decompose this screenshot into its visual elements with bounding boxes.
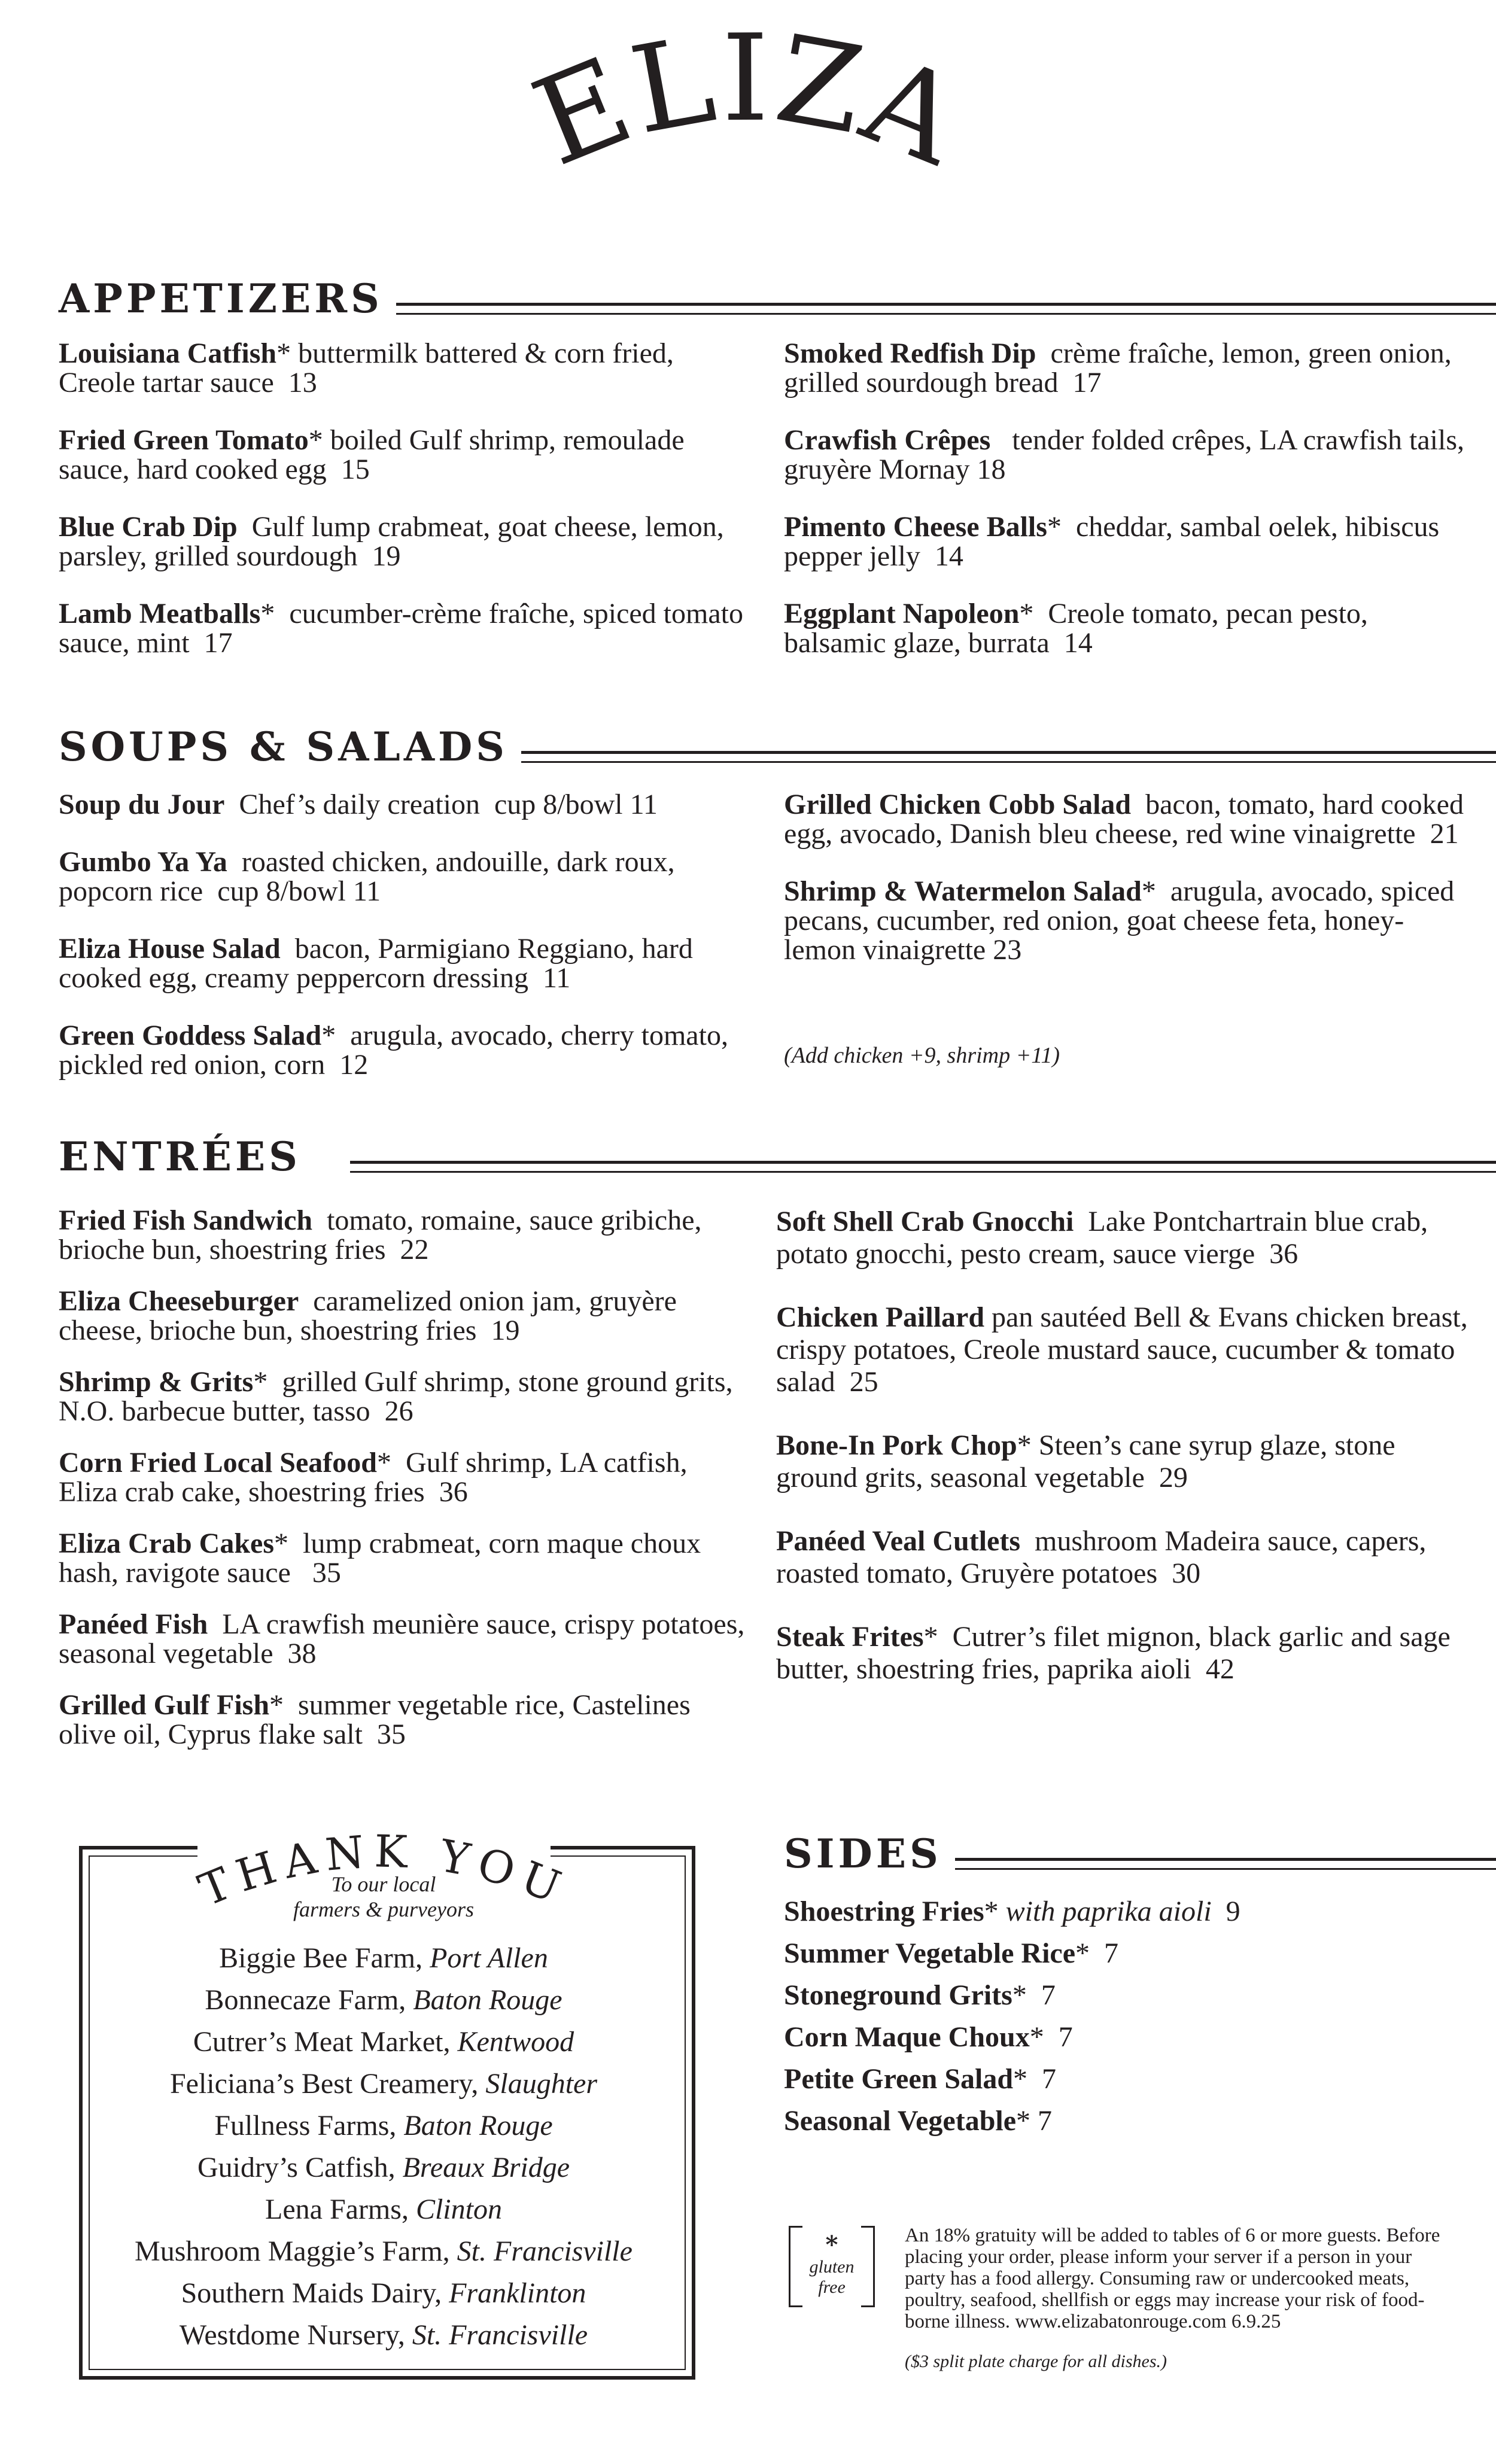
side-name: Shoestring Fries <box>784 1896 984 1927</box>
menu-item-description: arugula, avocado, spiced pecans, cucumber, red onion, goat cheese feta, honey-lemon vinaigrette 23 <box>784 875 1462 966</box>
purveyor-location: Franklinton <box>449 2277 586 2309</box>
menu-item-description: pan sautéed Bell & Evans chicken breast, crispy potatoes, Creole mustard sauce, cucumber & tomato salad 25 <box>776 1301 1475 1398</box>
gluten-free-label: gluten free <box>809 2257 855 2297</box>
menu-item-name: Green Goddess Salad <box>59 1020 322 1051</box>
side-item <box>784 1891 1472 1933</box>
gluten-free-mark: * <box>269 1689 284 1721</box>
gluten-free-mark: * <box>253 1366 268 1398</box>
purveyor-location: Breaux Bridge <box>402 2152 570 2183</box>
sides-header <box>784 1830 1496 1877</box>
soups-header <box>59 723 1496 770</box>
side-name: Petite Green Salad <box>784 2063 1014 2095</box>
gluten-free-mark: * <box>1016 2105 1031 2137</box>
menu-item-name: Crawfish Crêpes <box>784 424 991 456</box>
purveyor-item <box>79 1937 688 1979</box>
appetizers-header <box>59 275 1496 322</box>
menu-item-name: Shrimp & Grits <box>59 1366 254 1398</box>
menu-item <box>784 877 1472 965</box>
purveyor-location: Baton Rouge <box>413 1984 562 2016</box>
thank-you-subtitle-2: farmers & purveyors <box>293 1897 474 1921</box>
menu-item-description: roasted chicken, andouille, dark roux, popcorn rice cup 8/bowl 11 <box>59 846 682 907</box>
menu-item-name: Eggplant Napoleon <box>784 598 1020 629</box>
menu-item-name: Grilled Gulf Fish <box>59 1689 270 1721</box>
menu-item <box>59 512 753 571</box>
menu-item-description: buttermilk battered & corn fried, Creole tartar sauce 13 <box>59 337 681 399</box>
purveyor-name: Cutrer’s Meat Market, <box>193 2026 458 2058</box>
menu-item-description: Gulf shrimp, LA catfish, Eliza crab cake, shoestring fries 36 <box>59 1447 695 1508</box>
sides-rule <box>955 1858 1496 1870</box>
purveyor-list <box>79 1937 688 2356</box>
soups-right-column <box>784 790 1472 993</box>
side-extra: with paprika aioli <box>998 1896 1212 1927</box>
menu-item-name: Steak Frites <box>776 1621 924 1653</box>
menu-item-name: Bone-In Pork Chop <box>776 1429 1017 1461</box>
soups-add-note: (Add chicken +9, shrimp +11) <box>784 1043 1060 1068</box>
purveyor-name: Southern Maids Dairy, <box>181 2277 449 2309</box>
menu-item-description: lump crabmeat, corn maque choux hash, ravigote sauce 35 <box>59 1528 709 1589</box>
menu-item <box>59 934 753 993</box>
thank-you-title-text: THANK YOU <box>191 1826 576 1917</box>
menu-item <box>59 790 753 819</box>
side-item <box>784 1975 1472 2016</box>
gluten-free-mark: * <box>984 1896 999 1927</box>
menu-item-name: Soft Shell Crab Gnocchi <box>776 1206 1074 1237</box>
menu-item-description: caramelized onion jam, gruyère cheese, brioche bun, shoestring fries 19 <box>59 1285 684 1346</box>
menu-item <box>776 1301 1475 1398</box>
purveyor-location: Clinton <box>415 2194 502 2225</box>
menu-item-description: Chef’s daily creation cup 8/bowl 11 <box>224 789 658 820</box>
side-name: Corn Maque Choux <box>784 2021 1030 2053</box>
menu-item-name: Eliza Cheeseburger <box>59 1285 299 1317</box>
side-name: Stoneground Grits <box>784 1979 1012 2011</box>
menu-item <box>784 599 1472 658</box>
menu-item-description: summer vegetable rice, Castelines olive oil, Cyprus flake salt 35 <box>59 1689 698 1750</box>
soups-title: SOUPS & SALADS <box>59 723 508 770</box>
menu-item <box>784 512 1472 571</box>
side-item <box>784 2016 1472 2058</box>
menu-item <box>59 1206 753 1264</box>
menu-item <box>59 1286 753 1345</box>
purveyor-item <box>79 2147 688 2189</box>
gluten-free-mark: * <box>274 1528 288 1559</box>
purveyor-location: Slaughter <box>485 2068 598 2100</box>
sides-title: SIDES <box>784 1830 942 1877</box>
purveyor-name: Feliciana’s Best Creamery, <box>169 2068 486 2100</box>
appetizers-right-column <box>784 339 1472 686</box>
menu-item-description: Lake Pontchartrain blue crab, potato gnocchi, pesto cream, sauce vierge 36 <box>776 1206 1436 1270</box>
soups-rule <box>521 751 1496 763</box>
appetizers-rule <box>396 303 1496 315</box>
menu-item <box>784 790 1472 848</box>
menu-item <box>776 1621 1470 1686</box>
entrees-rule <box>350 1161 1496 1173</box>
menu-item <box>59 1367 753 1426</box>
menu-item-name: Smoked Redfish Dip <box>784 337 1036 369</box>
side-name: Summer Vegetable Rice <box>784 1937 1076 1969</box>
entrees-left-column <box>59 1206 753 1771</box>
entrees-header <box>59 1133 1496 1180</box>
gluten-free-mark: * <box>308 424 323 456</box>
menu-item <box>59 847 753 906</box>
side-price: 7 <box>1030 2105 1053 2137</box>
side-price: 7 <box>1044 2021 1073 2053</box>
thank-you-subtitle-1: To our local <box>331 1872 436 1896</box>
menu-item <box>59 1529 753 1587</box>
menu-item <box>776 1429 1470 1494</box>
purveyor-name: Biggie Bee Farm, <box>219 1942 430 1974</box>
menu-item-name: Eliza Crab Cakes <box>59 1528 274 1559</box>
appetizers-left-column <box>59 339 753 686</box>
menu-item-description: LA crawfish meunière sauce, crispy potatoes, seasonal vegetable 38 <box>59 1608 752 1669</box>
purveyor-name: Lena Farms, <box>265 2194 416 2225</box>
menu-item-description: crème fraîche, lemon, green onion, grilled sourdough bread 17 <box>784 337 1459 399</box>
menu-item-description: boiled Gulf shrimp, remoulade sauce, hard cooked egg 15 <box>59 424 692 485</box>
purveyor-location: Kentwood <box>457 2026 574 2058</box>
side-name: Seasonal Vegetable <box>784 2105 1017 2137</box>
entrees-title: ENTRÉES <box>59 1133 301 1180</box>
purveyor-name: Guidry’s Catfish, <box>197 2152 403 2183</box>
asterisk-icon: * <box>825 2231 838 2259</box>
menu-item <box>59 425 753 484</box>
purveyor-location: St. Francisville <box>457 2235 633 2267</box>
entrees-right-column <box>776 1206 1475 1717</box>
menu-item-description: Gulf lump crabmeat, goat cheese, lemon, parsley, grilled sourdough 19 <box>59 511 731 572</box>
gluten-free-legend <box>789 2226 875 2304</box>
purveyor-location: Port Allen <box>430 1942 548 1974</box>
menu-item <box>59 599 753 658</box>
soups-left-column <box>59 790 753 1108</box>
purveyor-item <box>79 2314 688 2356</box>
menu-item <box>784 339 1472 397</box>
gluten-free-mark: * <box>376 1447 391 1479</box>
menu-item-name: Eliza House Salad <box>59 933 281 965</box>
purveyor-name: Fullness Farms, <box>214 2110 404 2141</box>
menu-item-description: arugula, avocado, cherry tomato, pickled red onion, corn 12 <box>59 1020 735 1081</box>
menu-item-name: Shrimp & Watermelon Salad <box>784 875 1142 907</box>
purveyor-name: Bonnecaze Farm, <box>205 1984 413 2016</box>
menu-item-description: cucumber-crème fraîche, spiced tomato sauce, mint 17 <box>59 598 750 659</box>
menu-item-name: Corn Fried Local Seafood <box>59 1447 377 1479</box>
side-price: 7 <box>1027 2063 1057 2095</box>
menu-item <box>59 1021 753 1079</box>
purveyor-item <box>79 2021 688 2063</box>
menu-item-description: tomato, romaine, sauce gribiche, brioche bun, shoestring fries 22 <box>59 1204 709 1266</box>
appetizers-title: APPETIZERS <box>59 275 383 322</box>
side-item <box>784 2100 1472 2142</box>
menu-item-name: Fried Green Tomato <box>59 424 309 456</box>
purveyor-item <box>79 2273 688 2314</box>
menu-item-name: Louisiana Catfish <box>59 337 277 369</box>
menu-item <box>776 1206 1470 1270</box>
eliza-logo <box>0 0 1496 239</box>
split-plate-note: ($3 split plate charge for all dishes.) <box>905 2352 1167 2371</box>
gluten-free-mark: * <box>260 598 275 629</box>
gluten-free-mark: * <box>321 1020 336 1051</box>
legal-notice: An 18% gratuity will be added to tables of 6 or more guests. Before placing your order, please inform your server if a person in your party has a food allergy. Consuming raw or undercooked meats, poultry, seafood, shellfish or eggs may increase your risk of food-borne illness. www.elizabatonrouge.com 6.9.25 <box>905 2225 1440 2332</box>
gluten-free-mark: * <box>1075 1937 1090 1969</box>
side-price: 7 <box>1026 1979 1056 2011</box>
menu-item-name: Fried Fish Sandwich <box>59 1204 313 1236</box>
gluten-free-mark: * <box>1141 875 1156 907</box>
gluten-free-mark: * <box>1017 1429 1032 1461</box>
side-item <box>784 1933 1472 1975</box>
side-price: 7 <box>1090 1937 1119 1969</box>
menu-item-name: Lamb Meatballs <box>59 598 261 629</box>
menu-item <box>59 339 753 397</box>
purveyor-item <box>79 2105 688 2147</box>
menu-item <box>59 1610 753 1668</box>
gluten-free-mark: * <box>1029 2021 1044 2053</box>
menu-item-name: Chicken Paillard <box>776 1301 985 1333</box>
menu-item-description: bacon, Parmigiano Reggiano, hard cooked egg, creamy peppercorn dressing 11 <box>59 933 700 994</box>
gluten-free-mark: * <box>1013 2063 1028 2095</box>
menu-item <box>776 1525 1470 1590</box>
gluten-free-mark: * <box>1019 598 1034 629</box>
menu-item-description: Cutrer’s filet mignon, black garlic and sage butter, shoestring fries, paprika aioli 42 <box>776 1621 1458 1685</box>
sides-list <box>784 1891 1472 2142</box>
menu-item <box>59 1690 753 1749</box>
menu-item-description: cheddar, sambal oelek, hibiscus pepper jelly 14 <box>784 511 1447 572</box>
purveyor-name: Westdome Nursery, <box>179 2319 412 2351</box>
purveyor-name: Mushroom Maggie’s Farm, <box>135 2235 457 2267</box>
menu-item-description: Creole tomato, pecan pesto, balsamic glaze, burrata 14 <box>784 598 1375 659</box>
purveyor-item <box>79 1979 688 2021</box>
menu-item-name: Grilled Chicken Cobb Salad <box>784 789 1132 820</box>
menu-item-name: Panéed Veal Cutlets <box>776 1525 1020 1557</box>
menu-item-name: Pimento Cheese Balls <box>784 511 1047 543</box>
menu-item-description: Steen’s cane syrup glaze, stone ground grits, seasonal vegetable 29 <box>776 1429 1403 1493</box>
side-price: 9 <box>1211 1896 1240 1927</box>
purveyor-location: Baton Rouge <box>403 2110 553 2141</box>
purveyor-item <box>79 2231 688 2273</box>
gluten-free-mark: * <box>1012 1979 1027 2011</box>
menu-item-description: tender folded crêpes, LA crawfish tails, gruyère Mornay 18 <box>784 424 1471 485</box>
purveyor-item <box>79 2189 688 2231</box>
side-item <box>784 2058 1472 2100</box>
menu-item <box>59 1448 753 1507</box>
menu-item-description: bacon, tomato, hard cooked egg, avocado, Danish bleu cheese, red wine vinaigrette 21 <box>784 789 1471 850</box>
menu-item <box>784 425 1472 484</box>
purveyor-item <box>79 2063 688 2105</box>
purveyor-location: St. Francisville <box>412 2319 588 2351</box>
menu-item-description: mushroom Madeira sauce, capers, roasted tomato, Gruyère potatoes 30 <box>776 1525 1434 1589</box>
menu-item-name: Soup du Jour <box>59 789 225 820</box>
logo-text: ELIZA <box>516 8 981 194</box>
menu-item-name: Blue Crab Dip <box>59 511 238 543</box>
gluten-free-mark: * <box>1047 511 1062 543</box>
gluten-free-mark: * <box>923 1621 938 1653</box>
menu-item-name: Panéed Fish <box>59 1608 208 1640</box>
menu-item-name: Gumbo Ya Ya <box>59 846 227 878</box>
menu-item-description: grilled Gulf shrimp, stone ground grits, N.O. barbecue butter, tasso 26 <box>59 1366 740 1427</box>
gluten-free-mark: * <box>276 337 291 369</box>
